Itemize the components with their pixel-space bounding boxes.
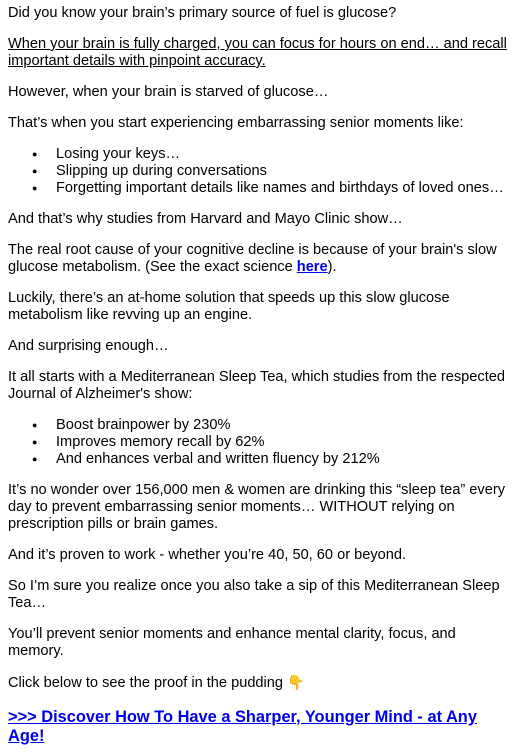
paragraph-root-cause [8,242,511,276]
pointing-down-icon: 👇 [287,674,305,690]
list-item: ● Improves memory recall by 62% [56,434,511,451]
paragraph-sleep-tea: It all starts with a Mediterranean Sleep Tea, which studies from the respected Journal of Alzheimer's show: [8,369,505,402]
science-link[interactable]: here [296,259,328,275]
underlined-claim: When your brain is fully charged, you can focus for hours on end… and recall important details with pinpoint accuracy. [8,36,507,69]
paragraph-proven: And it’s proven to work - whether you’re 40, 50, 60 or beyond. [8,547,407,563]
symptoms-list [8,146,511,197]
paragraph-solution: Luckily, there’s an at-home solution that speeds up this slow glucose metabolism like revving up an engine. [8,290,450,323]
paragraph-sip: So I’m sure you realize once you also take a sip of this Mediterranean Sleep Tea… [8,578,500,611]
cta-link[interactable]: >>> Discover How To Have a Sharper, Younger Mind - at Any Age! [8,708,477,745]
paragraph-surprising: And surprising enough… [8,338,169,354]
click-below-text: Click below to see the proof in the pudding [8,675,284,691]
list-item: ● Slipping up during conversations [56,163,511,180]
paragraph-starved: However, when your brain is starved of glucose… [8,84,329,100]
list-item: ● Boost brainpower by 230% [56,417,511,434]
cta-paragraph [8,708,511,746]
intro-question: Did you know your brain’s primary source of fuel is glucose? [8,5,397,21]
paragraph-click-below [8,674,511,692]
list-item: ● Forgetting important details like names and birthdays of loved ones… [56,180,511,197]
list-item: ● And enhances verbal and written fluency by 212% [56,451,511,468]
benefits-list [8,417,511,468]
paragraph-senior-moments: That’s when you start experiencing embarrassing senior moments like: [8,115,464,131]
paragraph-prevent: You’ll prevent senior moments and enhance mental clarity, focus, and memory. [8,626,456,659]
paragraph-no-wonder: It’s no wonder over 156,000 men & women are drinking this “sleep tea” every day to prevent embarrassing senior moments… WITHOUT relying on prescription pills or brain games. [8,482,505,532]
paragraph-studies: And that’s why studies from Harvard and Mayo Clinic show… [8,211,403,227]
root-cause-text: The real root cause of your cognitive decline is because of your brain's slow glucose metabolism. (See the exact science [8,242,497,275]
list-item: ● Losing your keys… [56,146,511,163]
root-cause-text-end: ). [327,259,337,275]
